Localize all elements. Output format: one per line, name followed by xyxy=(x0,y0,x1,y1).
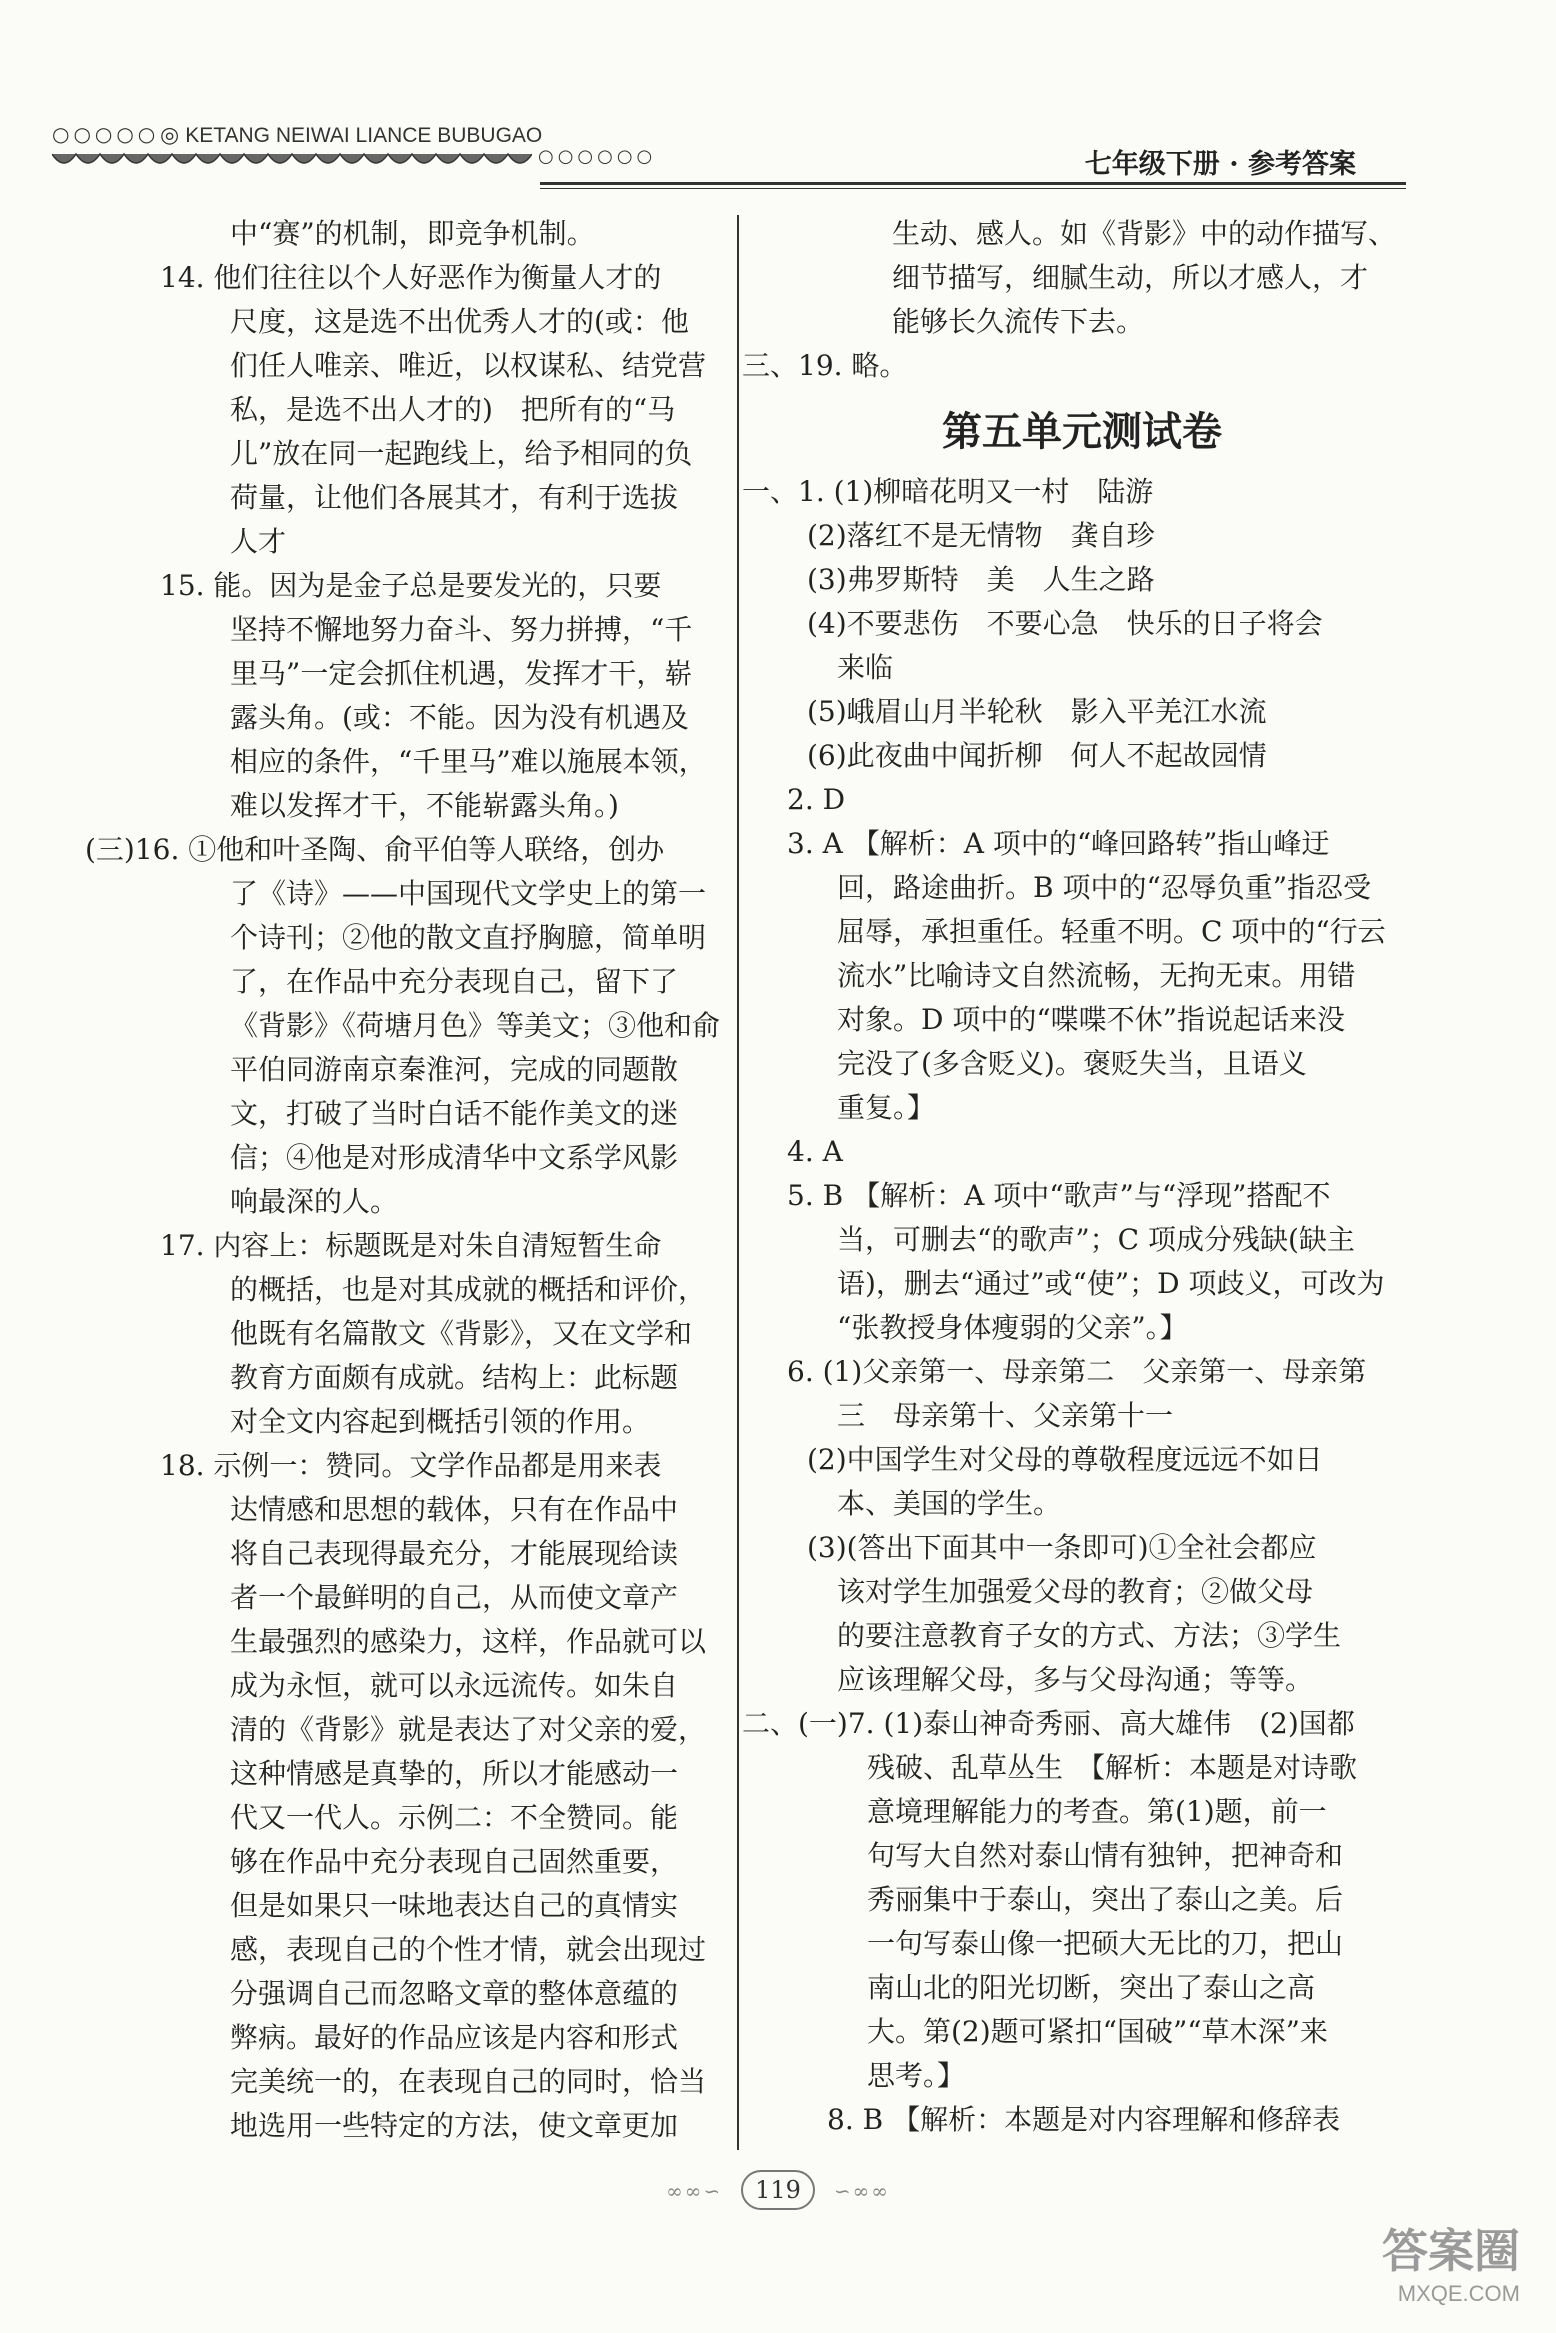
answer-line: 这种情感是真挚的，所以才能感动一 xyxy=(230,1757,679,1790)
answer-line: 中“赛”的机制，即竞争机制。 xyxy=(230,217,595,250)
answer-line: (2)中国学生对父母的尊敬程度远远不如日 xyxy=(807,1443,1323,1476)
answer-line: 荷量，让他们各展其才，有利于选拔 xyxy=(230,481,679,514)
answer-line: 南山北的阳光切断，突出了泰山之高 xyxy=(867,1971,1316,2004)
answer-line: 地选用一些特定的方法，使文章更加 xyxy=(230,2109,679,2142)
answer-line: 17. 内容上：标题既是对朱自清短暂生命 xyxy=(160,1229,662,1262)
answer-line: 意境理解能力的考查。第(1)题，前一 xyxy=(867,1795,1327,1828)
answer-line: 相应的条件，“千里马”难以施展本领， xyxy=(230,745,707,778)
answer-line: 5. B 【解析：A 项中“歌声”与“浮现”搭配不 xyxy=(787,1179,1331,1212)
answer-line: 平伯同游南京秦淮河，完成的同题散 xyxy=(230,1053,679,1086)
answer-line: 弊病。最好的作品应该是内容和形式 xyxy=(230,2021,679,2054)
answer-line: 4. A xyxy=(787,1135,843,1168)
answer-line: 教育方面颇有成就。结构上：此标题 xyxy=(230,1361,679,1394)
answer-line: 生动、感人。如《背影》中的动作描写、 xyxy=(892,217,1397,250)
watermark-logo: 答案圈 xyxy=(1382,2225,1520,2277)
answer-line: 2. D xyxy=(787,783,846,816)
answer-line: 14. 他们往往以个人好恶作为衡量人才的 xyxy=(160,261,662,294)
answer-line: 坚持不懈地努力奋斗、努力拼搏，“千 xyxy=(230,613,693,646)
right-column-top xyxy=(742,212,1422,388)
header-dots-left: ○○○○○ xyxy=(52,122,160,146)
answer-line: 感，表现自己的个性才情，就会出现过 xyxy=(230,1933,707,1966)
answer-line: 对全文内容起到概括引领的作用。 xyxy=(230,1405,651,1438)
watermark-url: MXQE.COM xyxy=(1397,2281,1520,2306)
answer-line: 句写大自然对泰山情有独钟，把神奇和 xyxy=(867,1839,1344,1872)
answer-line: 一句写泰山像一把硕大无比的刀，把山 xyxy=(867,1927,1344,1960)
answer-line: 三、19. 略。 xyxy=(742,349,908,382)
answer-line: 一、1. (1)柳暗花明又一村 陆游 xyxy=(742,475,1154,508)
answer-line: (4)不要悲伤 不要心急 快乐的日子将会 xyxy=(807,607,1323,640)
answer-line: 的要注意教育子女的方式、方法；③学生 xyxy=(837,1619,1342,1652)
answer-line: 细节描写，细腻生动，所以才感人，才 xyxy=(892,261,1369,294)
answer-line: 将自己表现得最充分，才能展现给读 xyxy=(230,1537,679,1570)
answer-line: 15. 能。因为是金子总是要发光的，只要 xyxy=(160,569,662,602)
answer-line: 文，打破了当时白话不能作美文的迷 xyxy=(230,1097,679,1130)
answer-line: 三 母亲第十、父亲第十一 xyxy=(837,1399,1174,1432)
brand-logo-icon: ◎ xyxy=(160,122,180,147)
answer-line: 成为永恒，就可以永远流传。如朱自 xyxy=(230,1669,679,1702)
answer-line: 6. (1)父亲第一、母亲第二 父亲第一、母亲第 xyxy=(787,1355,1367,1388)
answer-line: 人才 xyxy=(230,525,287,558)
answer-line: 该对学生加强爱父母的教育；②做父母 xyxy=(837,1575,1314,1608)
brand-text: KETANG NEIWAI LIANCE BUBUGAO xyxy=(185,124,543,147)
right-column-bottom xyxy=(742,470,1422,2142)
answer-line: 思考。】 xyxy=(867,2059,966,2092)
answer-line: 残破、乱草丛生 【解析：本题是对诗歌 xyxy=(867,1751,1358,1784)
header-rule-thin xyxy=(540,188,1406,189)
answer-line: (3)(答出下面其中一条即可)①全社会都应 xyxy=(807,1531,1317,1564)
answer-line: 清的《背影》就是表达了对父亲的爱， xyxy=(230,1713,707,1746)
column-divider xyxy=(737,215,739,2150)
answer-line: 儿”放在同一起跑线上，给予相同的负 xyxy=(230,437,693,470)
answer-line: 当，可删去“的歌声”；C 项成分残缺(缺主 xyxy=(837,1223,1355,1256)
left-column xyxy=(55,212,725,2148)
footer-ornament-right: ∽∞∞ xyxy=(833,2179,890,2203)
answer-line: 达情感和思想的载体，只有在作品中 xyxy=(230,1493,679,1526)
answer-line: 难以发挥才干，不能崭露头角。) xyxy=(230,789,619,822)
answer-line: 秀丽集中于泰山，突出了泰山之美。后 xyxy=(867,1883,1344,1916)
answer-line: 信；④他是对形成清华中文系学风影 xyxy=(230,1141,679,1174)
answer-line: 了《诗》——中国现代文学史上的第一 xyxy=(230,877,707,910)
answer-line: 代又一代人。示例二：不全赞同。能 xyxy=(230,1801,679,1834)
answer-line: 来临 xyxy=(837,651,894,684)
header-section-title: 七年级下册 · 参考答案 xyxy=(1084,149,1356,180)
answer-line: 尺度，这是选不出优秀人才的(或：他 xyxy=(230,305,689,338)
right-column xyxy=(742,212,1422,2142)
answer-line: 他既有名篇散文《背影》，又在文学和 xyxy=(230,1317,693,1350)
answer-line: 重复。】 xyxy=(837,1091,936,1124)
answer-line: 本、美国的学生。 xyxy=(837,1487,1062,1520)
answer-line: 18. 示例一：赞同。文学作品都是用来表 xyxy=(160,1449,662,1482)
answer-line: “张教授身体瘦弱的父亲”。】 xyxy=(837,1311,1188,1344)
answer-line: 大。第(2)题可紧扣“国破”“草木深”来 xyxy=(867,2015,1328,2048)
answer-line: 3. A 【解析：A 项中的“峰回路转”指山峰迂 xyxy=(787,827,1330,860)
answer-line: 了，在作品中充分表现自己，留下了 xyxy=(230,965,679,998)
answer-line: (三)16. ①他和叶圣陶、俞平伯等人联络，创办 xyxy=(85,833,665,866)
answer-line: 对象。D 项中的“喋喋不休”指说起话来没 xyxy=(837,1003,1345,1036)
answer-line: 生最强烈的感染力，这样，作品就可以 xyxy=(230,1625,707,1658)
answer-line: 能够长久流传下去。 xyxy=(892,305,1145,338)
answer-line: 8. B 【解析：本题是对内容理解和修辞表 xyxy=(827,2103,1341,2136)
answer-line: 响最深的人。 xyxy=(230,1185,399,1218)
answer-line: 们任人唯亲、唯近，以权谋私、结党营 xyxy=(230,349,707,382)
answer-line: 语)，删去“通过”或“使”；D 项歧义，可改为 xyxy=(837,1267,1385,1300)
answer-line: 但是如果只一味地表达自己的真情实 xyxy=(230,1889,679,1922)
page-number: 119 xyxy=(741,2170,815,2210)
header-dots-right: ○○○○○○ xyxy=(538,146,657,167)
answer-line: 露头角。(或：不能。因为没有机遇及 xyxy=(230,701,689,734)
header-rule xyxy=(540,182,1406,185)
answer-line: (5)峨眉山月半轮秋 影入平羌江水流 xyxy=(807,695,1267,728)
answer-line: 里马”一定会抓住机遇，发挥才干，崭 xyxy=(230,657,693,690)
answer-line: 完没了(多含贬义)。褒贬失当，且语义 xyxy=(837,1047,1307,1080)
unit-title: 第五单元测试卷 xyxy=(942,408,1222,455)
header-scallop-ornament xyxy=(52,150,532,172)
header-brand xyxy=(160,122,542,148)
answer-line: 回，路途曲折。B 项中的“忍辱负重”指忍受 xyxy=(837,871,1372,904)
answer-line: 私，是选不出人才的) 把所有的“马 xyxy=(230,393,676,426)
answer-line: 屈辱，承担重任。轻重不明。C 项中的“行云 xyxy=(837,915,1386,948)
answer-line: (3)弗罗斯特 美 人生之路 xyxy=(807,563,1155,596)
answer-line: 应该理解父母，多与父母沟通；等等。 xyxy=(837,1663,1314,1696)
page-footer xyxy=(0,2170,1556,2210)
answer-line: 二、(一)7. (1)泰山神奇秀丽、高大雄伟 (2)国都 xyxy=(742,1707,1355,1740)
answer-line: 流水”比喻诗文自然流畅，无拘无束。用错 xyxy=(837,959,1356,992)
answer-line: 分强调自己而忽略文章的整体意蕴的 xyxy=(230,1977,679,2010)
answer-line: 个诗刊；②他的散文直抒胸臆，简单明 xyxy=(230,921,707,954)
answer-line: 完美统一的，在表现自己的同时，恰当 xyxy=(230,2065,707,2098)
answer-line: 《背影》《荷塘月色》等美文；③他和俞 xyxy=(230,1009,721,1042)
footer-ornament-left: ∞∞∽ xyxy=(666,2179,723,2203)
answer-line: 者一个最鲜明的自己，从而使文章产 xyxy=(230,1581,679,1614)
answer-line: (6)此夜曲中闻折柳 何人不起故园情 xyxy=(807,739,1267,772)
answer-line: 够在作品中充分表现自己固然重要， xyxy=(230,1845,679,1878)
watermark xyxy=(1382,2215,1520,2307)
answer-line: (2)落红不是无情物 龚自珍 xyxy=(807,519,1155,552)
answer-line: 的概括，也是对其成就的概括和评价， xyxy=(230,1273,707,1306)
